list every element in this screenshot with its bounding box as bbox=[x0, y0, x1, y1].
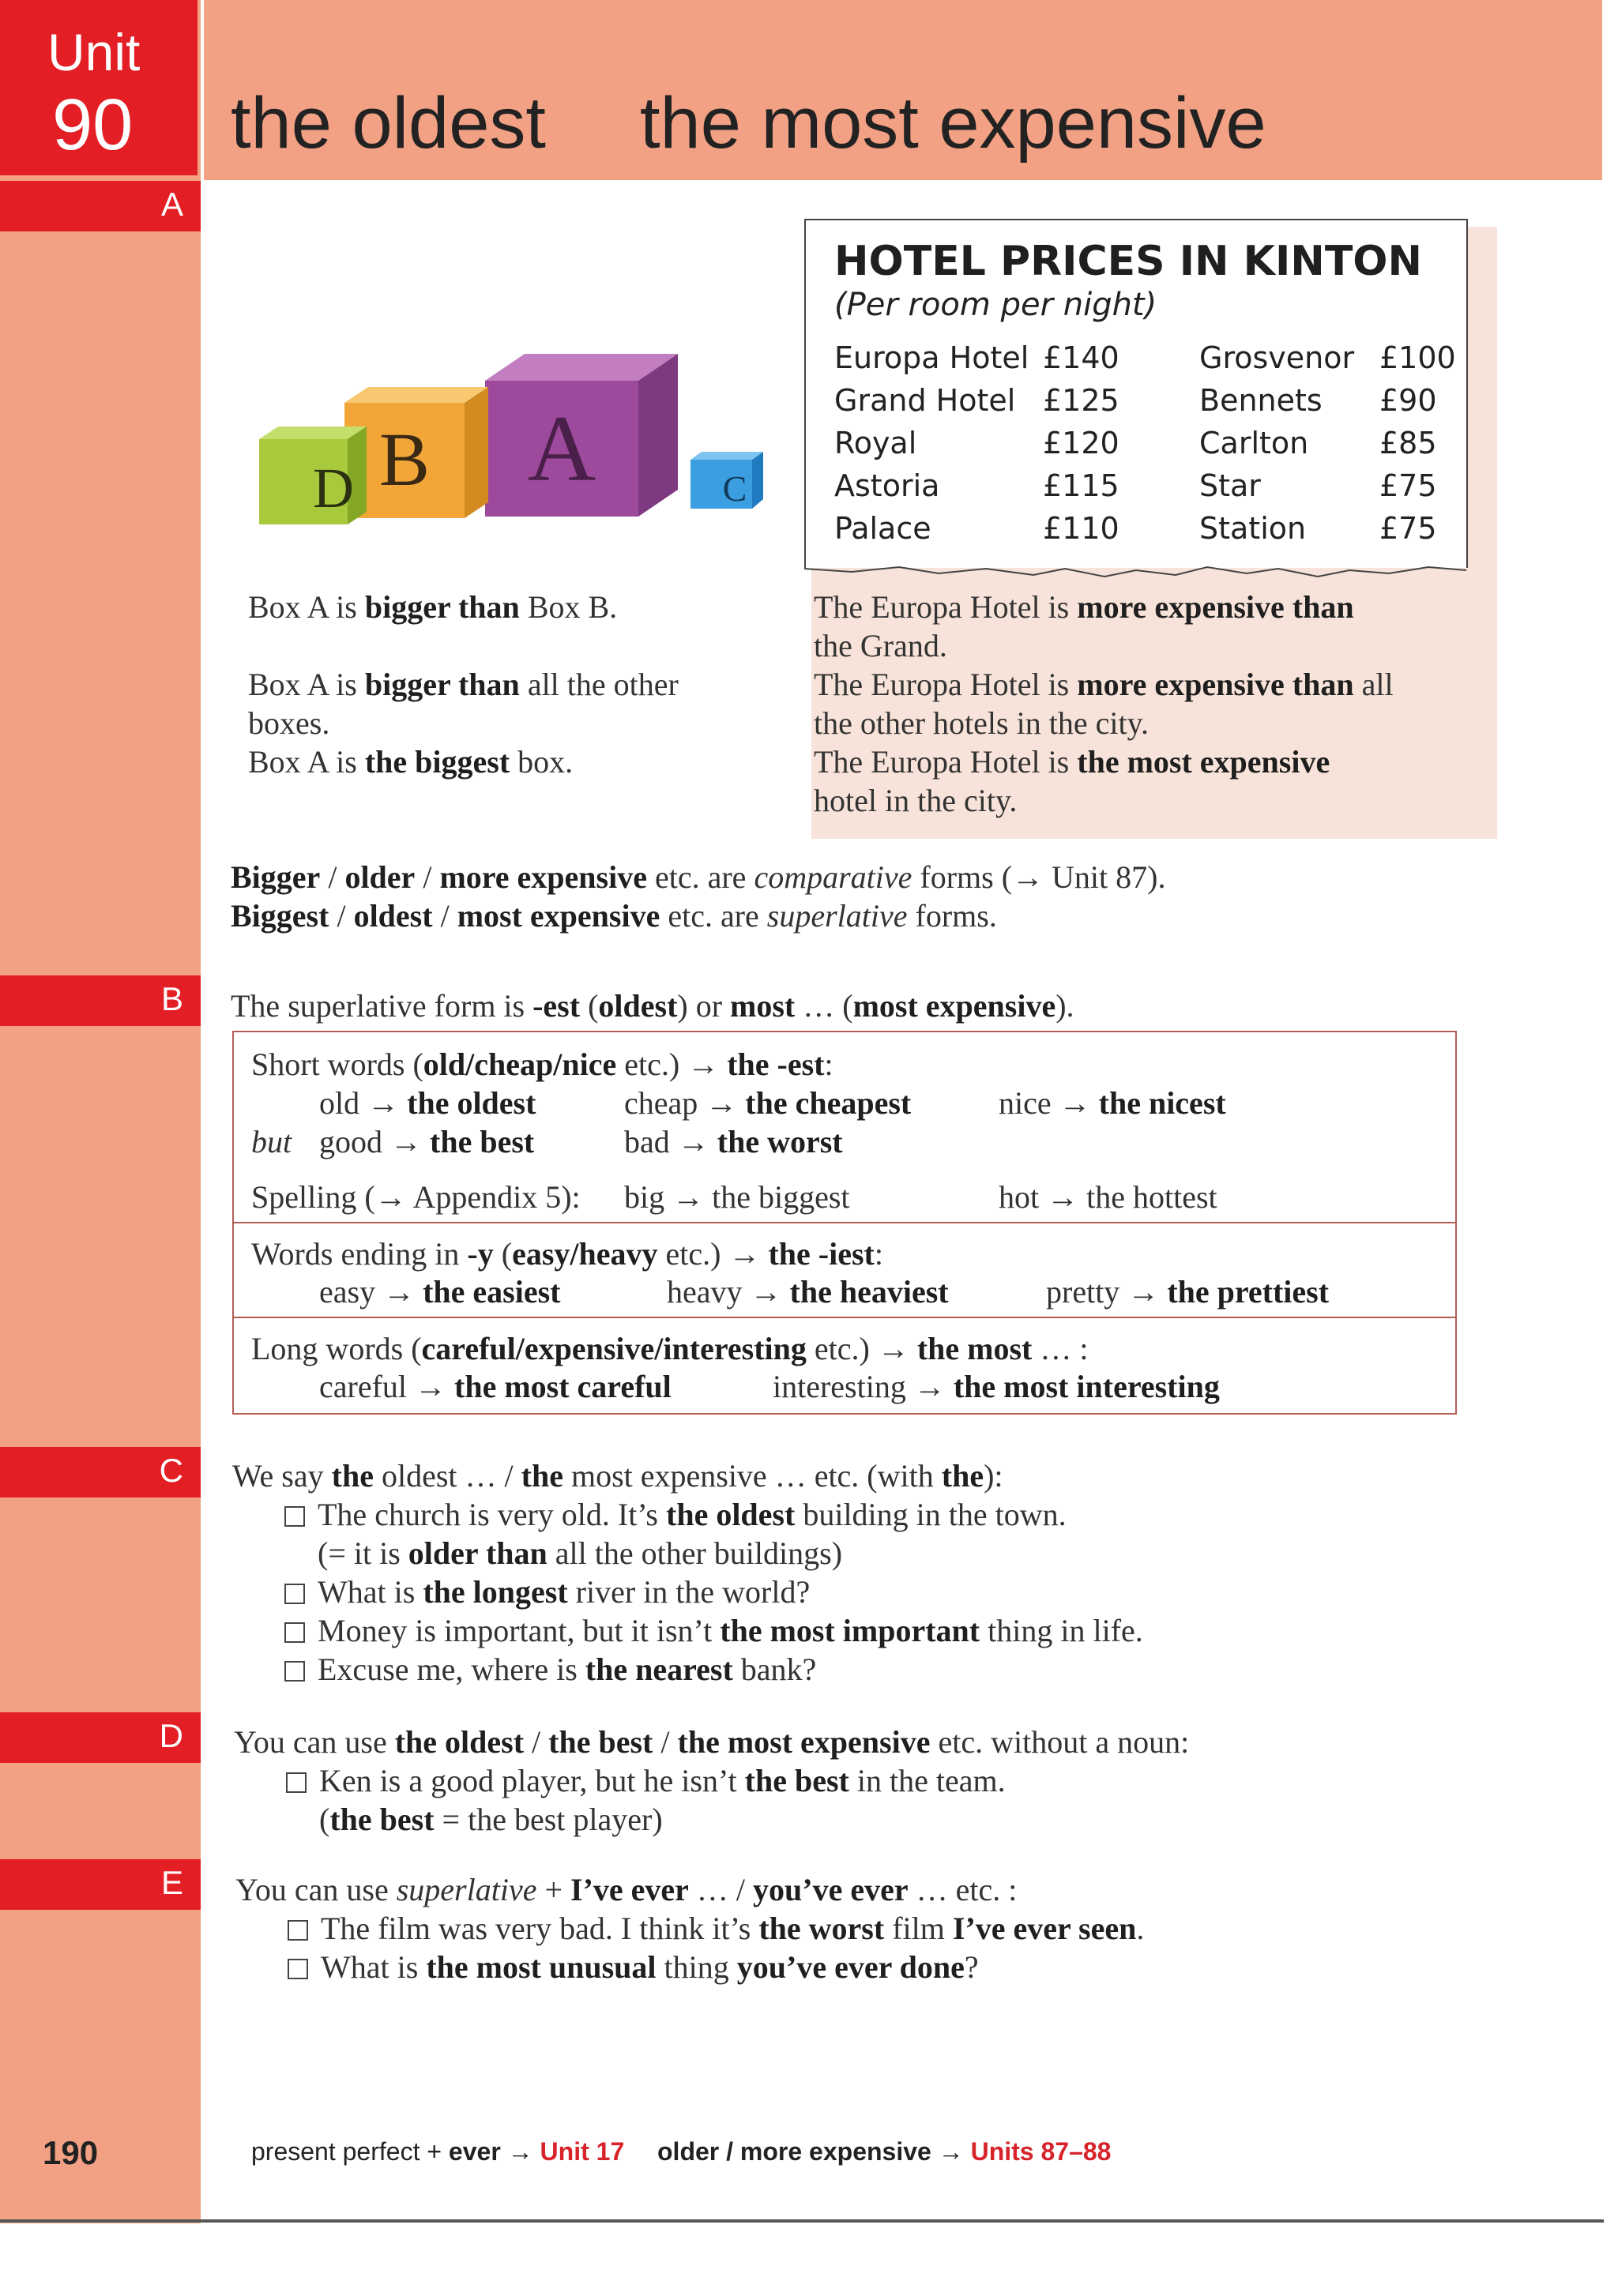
bullet-icon bbox=[284, 1506, 305, 1527]
hotel-price: £75 bbox=[1379, 511, 1437, 546]
page-number: 190 bbox=[43, 2134, 99, 2171]
hotel-price: £90 bbox=[1379, 383, 1437, 418]
section-e-content bbox=[235, 1870, 1594, 1986]
bullet-icon bbox=[284, 1584, 305, 1604]
section-d-content: You can use the oldest / the best / the most expensive etc. without a noun: Ken is a good player, but he isn’t the best in the team. (the best = the best player) bbox=[234, 1723, 1593, 1839]
unit-number: 90 bbox=[52, 85, 134, 165]
short-words-rule: Short words (old/cheap/nice etc.) → the -est: bbox=[251, 1047, 833, 1082]
svg-text:A: A bbox=[527, 396, 596, 501]
hotel-price: £110 bbox=[1043, 511, 1119, 546]
superlative-form-intro: The superlative form is -est (oldest) or most … (most expensive). bbox=[231, 988, 1074, 1024]
hotel-price: £120 bbox=[1043, 426, 1119, 460]
hotel-price: £125 bbox=[1043, 383, 1119, 418]
hotel-name: Europa Hotel bbox=[834, 340, 1029, 375]
rules-divider bbox=[234, 1317, 1455, 1318]
hotel-name: Bennets bbox=[1199, 383, 1323, 418]
hotel-price: £140 bbox=[1043, 340, 1119, 375]
superlative-rules-box: Short words (old/cheap/nice etc.) → the -est: old → the oldest cheap → the cheapest nice → the nicest but good → the best bad → the worst Spelling (→ Appendix 5): big → the biggest hot → the hottest Words ending in -y (easy/heavy etc.) → the -iest: easy → the easiest heavy → the heaviest pretty → the prettiest Long words (careful/expensive/interesting etc.) → the most … : careful → the most careful interesting → the most interesting bbox=[232, 1031, 1457, 1415]
example-sentence: What is the longest river in the world? bbox=[232, 1573, 1591, 1611]
section-marker-a: A bbox=[0, 181, 201, 231]
comparative-superlative-note: Bigger / older / more expensive etc. are comparative forms (→ Unit 87). Biggest / oldest / most expensive etc. are superlative forms. bbox=[231, 859, 1166, 934]
hotel-table-subtitle: (Per room per night) bbox=[834, 287, 1157, 323]
box-c bbox=[690, 452, 763, 509]
example-sentence: Excuse me, where is the nearest bank? bbox=[232, 1650, 1591, 1689]
rules-divider bbox=[234, 1222, 1455, 1223]
long-words-rule: Long words (careful/expensive/interesting etc.) → the most … : bbox=[251, 1331, 1089, 1366]
svg-text:C: C bbox=[722, 468, 747, 509]
hotel-name: Astoria bbox=[834, 468, 940, 503]
cross-reference-perfect[interactable]: present perfect + ever → Unit 17 bbox=[251, 2137, 625, 2166]
hotel-prices-table bbox=[804, 219, 1468, 568]
example-sentence: The church is very old. It’s the oldest building in the town. bbox=[232, 1495, 1591, 1534]
hotel-name: Palace bbox=[834, 511, 931, 546]
example-sentence: The film was very bad. I think it’s the worst film I’ve ever seen. bbox=[235, 1909, 1594, 1948]
bullet-icon bbox=[286, 1772, 307, 1793]
hotel-examples: The Europa Hotel is more expensive than the Grand. The Europa Hotel is more expensive than all the other hotels in the city. The Europa Hotel is the most expensive hotel in the city. bbox=[814, 589, 1394, 818]
boxes-illustration bbox=[251, 348, 773, 537]
hotel-table-title: HOTEL PRICES IN KINTON bbox=[834, 238, 1423, 285]
unit-badge bbox=[0, 0, 198, 175]
example-sentence: Money is important, but it isn’t the most important thing in life. bbox=[232, 1611, 1591, 1650]
box-examples: Box A is bigger than Box B. Box A is bigger than all the other boxes. Box A is the biggest box. bbox=[248, 589, 679, 780]
section-d-intro: You can use the oldest / the best / the most expensive etc. without a noun: bbox=[234, 1724, 1190, 1760]
hotel-price: £115 bbox=[1043, 468, 1119, 503]
hotel-name: Station bbox=[1199, 511, 1307, 546]
hotel-name: Royal bbox=[834, 426, 917, 460]
box-d bbox=[259, 427, 367, 524]
section-marker-c: C bbox=[0, 1447, 201, 1497]
page-title-part2: the most expensive bbox=[640, 83, 1266, 163]
example-sentence: What is the most unusual thing you’ve ever done? bbox=[235, 1948, 1594, 1986]
bullet-icon bbox=[288, 1920, 308, 1941]
page-title-part1: the oldest bbox=[231, 83, 546, 163]
bottom-rule bbox=[0, 2219, 1604, 2223]
section-c-intro: We say the oldest … / the most expensive … etc. (with the): bbox=[232, 1458, 1003, 1494]
y-words-rule: Words ending in -y (easy/heavy etc.) → the -iest: bbox=[251, 1236, 883, 1272]
hotel-price: £75 bbox=[1379, 468, 1437, 503]
svg-text:D: D bbox=[313, 457, 354, 520]
hotel-price: £100 bbox=[1379, 340, 1456, 375]
section-marker-b: B bbox=[0, 975, 201, 1026]
section-e-intro: You can use superlative + I’ve ever … / you’ve ever … etc. : bbox=[235, 1872, 1018, 1907]
hotel-name: Grosvenor bbox=[1199, 340, 1355, 375]
hotel-name: Grand Hotel bbox=[834, 383, 1016, 418]
example-sentence: Ken is a good player, but he isn’t the best in the team. bbox=[234, 1761, 1593, 1800]
page-header bbox=[204, 0, 1602, 180]
hotel-name: Carlton bbox=[1199, 426, 1309, 460]
cross-reference-comparatives[interactable]: older / more expensive → Units 87–88 bbox=[657, 2137, 1112, 2166]
unit-label: Unit bbox=[47, 23, 141, 81]
torn-edge bbox=[804, 558, 1468, 583]
section-marker-e: E bbox=[0, 1859, 201, 1910]
bullet-icon bbox=[284, 1661, 305, 1682]
hotel-price: £85 bbox=[1379, 426, 1437, 460]
section-c-content: We say the oldest … / the most expensive … etc. (with the): The church is very old. It’s the oldest building in the town. (= it is older than all the other buildings) What is the longest river in the world? Money is important, but it isn’t the most important thing in life. Excuse me, where is the nearest bank? bbox=[232, 1456, 1591, 1689]
section-marker-d: D bbox=[0, 1712, 201, 1763]
hotel-name: Star bbox=[1199, 468, 1261, 503]
bullet-icon bbox=[284, 1622, 305, 1643]
bullet-icon bbox=[288, 1959, 308, 1979]
svg-text:B: B bbox=[378, 417, 431, 502]
box-a bbox=[485, 354, 678, 517]
